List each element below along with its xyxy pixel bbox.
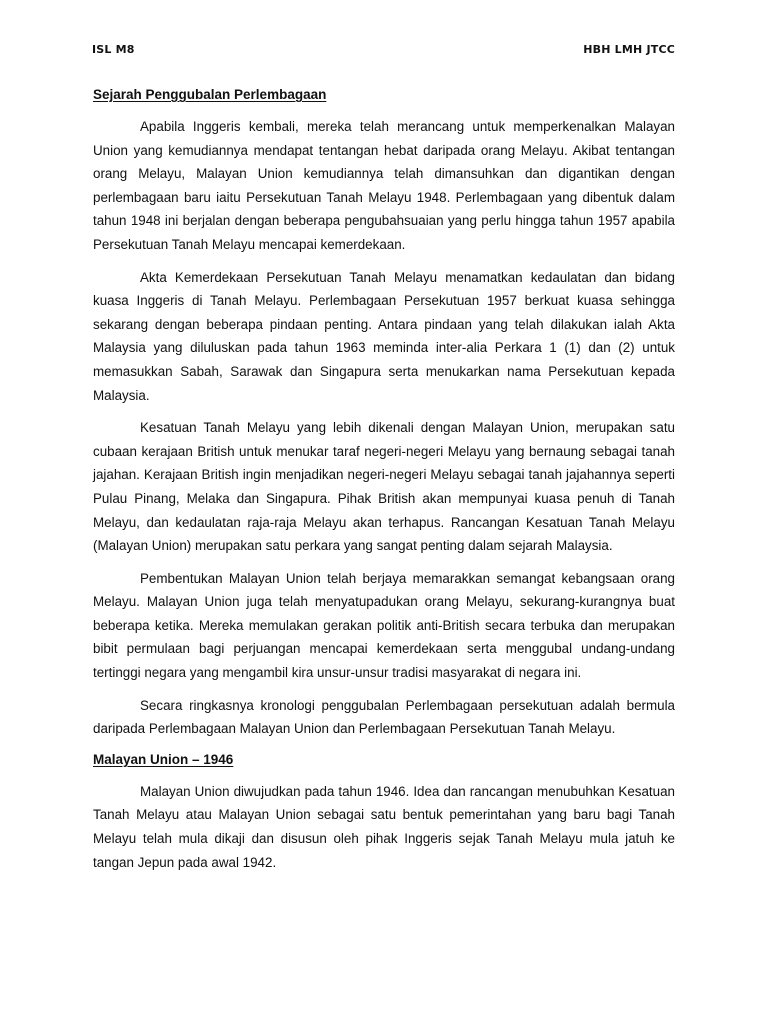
section-heading-malayan-union: Malayan Union – 1946 bbox=[93, 751, 234, 767]
header-right: HBH LMH JTCC bbox=[583, 43, 675, 56]
header-left: ISL M8 bbox=[92, 43, 135, 56]
document-body bbox=[93, 85, 675, 874]
paragraph: Akta Kemerdekaan Persekutuan Tanah Melayu menamatkan kedaulatan dan bidang kuasa Inggeris di Tanah Melayu. Perlembagaan Persekutuan 1957 berkuat kuasa sehingga sekarang dengan beberapa pindaan penting. Antara pindaan yang telah dilakukan ialah Akta Malaysia yang diluluskan pada tahun 1963 meminda inter-alia Perkara 1 (1) dan (2) untuk memasukkan Sabah, Sarawak dan Singapura serta menukarkan nama Persekutuan kepada Malaysia. bbox=[93, 269, 675, 403]
paragraph: Kesatuan Tanah Melayu yang lebih dikenali dengan Malayan Union, merupakan satu cubaan kerajaan British untuk menukar taraf negeri-negeri Melayu yang bernaung sebagai tanah jajahan. Kerajaan British ingin menjadikan negeri-negeri Melayu sebagai tanah jajahannya seperti Pulau Pinang, Melaka dan Singapura. Pihak British akan mempunyai kuasa penuh di Tanah Melayu, dan kedaulatan raja-raja Melayu akan terhapus. Rancangan Kesatuan Tanah Melayu (Malayan Union) merupakan satu perkara yang sangat penting dalam sejarah Malaysia. bbox=[93, 420, 675, 554]
paragraph: Malayan Union diwujudkan pada tahun 1946. Idea dan rancangan menubuhkan Kesatuan Tanah Melayu atau Malayan Union sebagai satu bentuk pemerintahan yang baru bagi Tanah Melayu telah mula dikaji dan disusun oleh pihak Inggeris sejak Tanah Melayu mula jatuh ke tangan Jepun pada awal 1942. bbox=[93, 783, 675, 870]
paragraph: Apabila Inggeris kembali, mereka telah merancang untuk memperkenalkan Malayan Union yang kemudiannya mendapat tentangan hebat daripada orang Melayu. Akibat tentangan orang Melayu, Malayan Union kemudiannya telah dimansuhkan dan digantikan dengan perlembagaan baru iaitu Persekutuan Tanah Melayu 1948. Perlembagaan yang dibentuk dalam tahun 1948 ini berjalan dengan beberapa pengubahsuaian yang perlu hingga tahun 1957 apabila Persekutuan Tanah Melayu mencapai kemerdekaan. bbox=[93, 119, 675, 252]
paragraph: Pembentukan Malayan Union telah berjaya memarakkan semangat kebangsaan orang Melayu. Malayan Union juga telah menyatupadukan orang Melayu, sekurang-kurangnya buat beberapa ketika. Mereka memulakan gerakan politik anti-British secara terbuka dan merupakan bibit permulaan bagi perjuangan mencapai kemerdekaan serta menggubal undang-undang tertinggi negara yang mengambil kira unsur-unsur tradisi masyarakat di negara ini. bbox=[93, 570, 675, 681]
paragraph: Secara ringkasnya kronologi penggubalan Perlembagaan persekutuan adalah bermula daripada Perlembagaan Malayan Union dan Perlembagaan Persekutuan Tanah Melayu. bbox=[93, 697, 675, 737]
section-heading-sejarah: Sejarah Penggubalan Perlembagaan bbox=[93, 87, 327, 102]
